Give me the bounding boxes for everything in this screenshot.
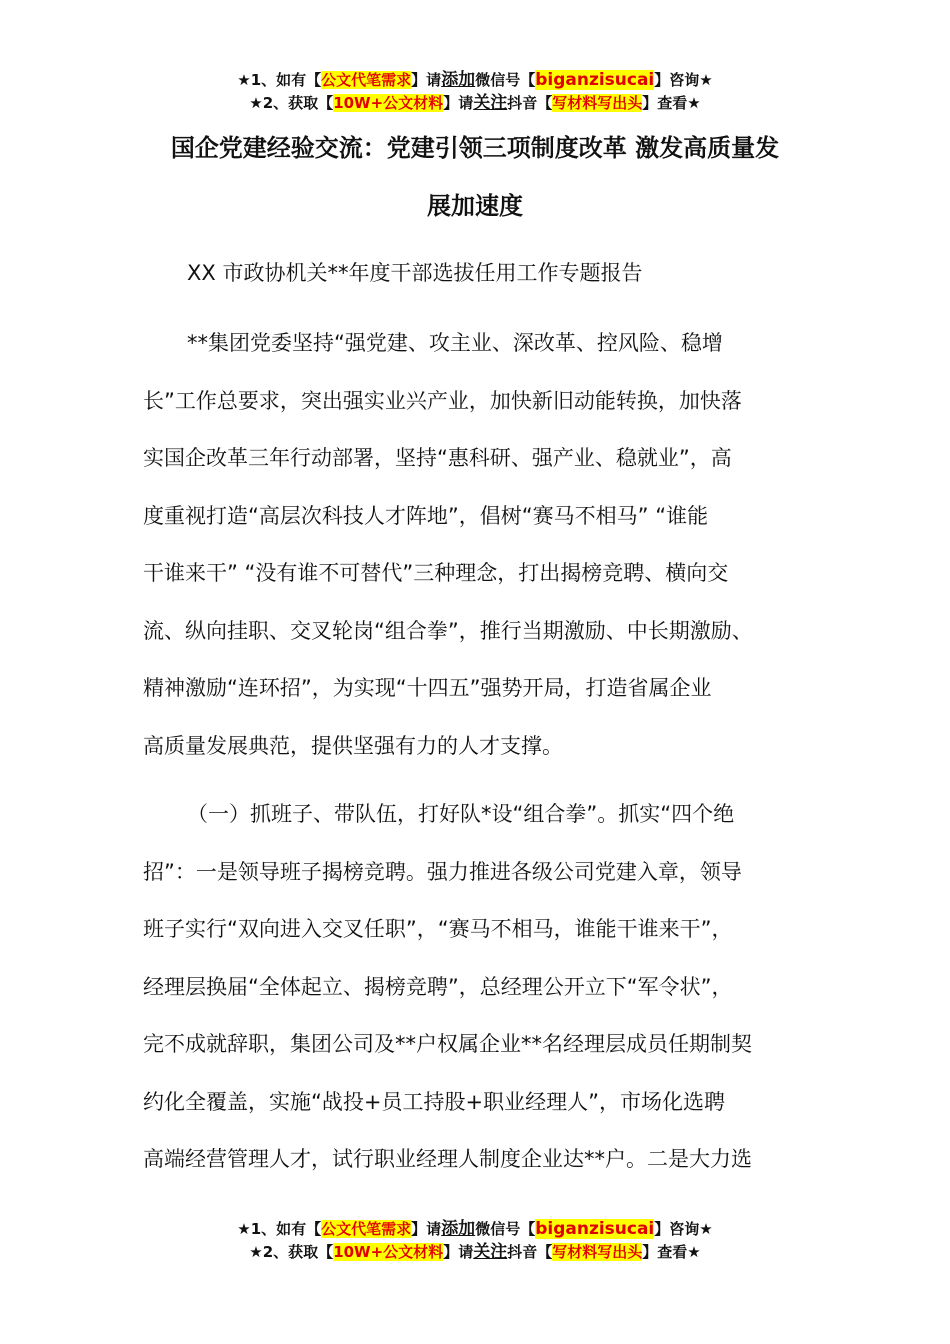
banner-highlight: 公文代笔需求 (321, 71, 412, 89)
paragraph-line: 约化全覆盖，实施“战投+员工持股+职业经理人”，市场化选聘 (143, 1089, 725, 1114)
banner-wechat-id: biganzisucai (535, 1219, 655, 1239)
banner-underlined: 添加 (441, 70, 476, 90)
banner-line-1 (0, 1218, 950, 1241)
banner-line-1 (0, 69, 950, 92)
banner-highlight: 10W+公文材料 (333, 1243, 444, 1261)
banner-line-2 (0, 1241, 950, 1264)
page-title-line-2: 展加速度 (427, 192, 523, 220)
top-banner (0, 69, 950, 115)
paragraph-line: 精神激励“连环招”，为实现“十四五”强势开局，打造省属企业 (143, 676, 712, 700)
banner-douyin-id: 写材料写出头 (552, 1243, 643, 1261)
subtitle (143, 245, 823, 303)
banner-text: ★1、如有【 (237, 1220, 322, 1238)
banner-text: ★2、获取【 (249, 1243, 334, 1261)
banner-text: 】查看★ (642, 94, 701, 112)
banner-text: 】请 (411, 1220, 442, 1238)
banner-text: 抖音【 (507, 94, 553, 112)
banner-text: ★2、获取【 (249, 94, 334, 112)
paragraph-line: **集团党委坚持“强党建、攻主业、深改革、控风险、稳增 (187, 331, 723, 355)
banner-highlight: 公文代笔需求 (321, 1220, 412, 1238)
paragraph-line: 完不成就辞职，集团公司及**户权属企业**名经理层成员任期制契 (143, 1032, 752, 1056)
banner-text: 】咨询★ (654, 1220, 713, 1238)
paragraph-line: （一）抓班子、带队伍，打好队*设“组合拳”。抓实“四个绝 (187, 802, 735, 826)
banner-wechat-id: biganzisucai (535, 70, 655, 90)
paragraph-2 (143, 786, 823, 1189)
banner-underlined: 关注 (473, 1242, 508, 1262)
banner-underlined: 添加 (441, 1219, 476, 1239)
paragraph-line: 干谁来干” “没有谁不可替代”三种理念，打出揭榜竞聘、横向交 (143, 561, 729, 585)
banner-text: 】咨询★ (654, 71, 713, 89)
paragraph-line: 经理层换届“全体起立、揭榜竞聘”，总经理公开立下“军令状”， (143, 974, 733, 999)
subtitle-text: XX 市政协机关**年度干部选拔任用工作专题报告 (187, 261, 643, 285)
paragraph-line: 班子实行“双向进入交叉任职”，“赛马不相马，谁能干谁来干”， (143, 917, 733, 941)
paragraph-line: 流、纵向挂职、交叉轮岗“组合拳”，推行当期激励、中长期激励、 (143, 618, 753, 643)
paragraph-line: 实国企改革三年行动部署，坚持“惠科研、强产业、稳就业”，高 (143, 446, 732, 470)
banner-text: 】查看★ (642, 1243, 701, 1261)
paragraph-line: 高端经营管理人才，试行职业经理人制度企业达**户。二是大力选 (143, 1147, 752, 1171)
banner-underlined: 关注 (473, 93, 508, 113)
paragraph-line: 度重视打造“高层次科技人才阵地”，倡树“赛马不相马” “谁能 (143, 503, 709, 528)
page-title-line-1: 国企党建经验交流：党建引领三项制度改革 激发高质量发 (170, 134, 780, 162)
banner-text: 】请 (411, 71, 442, 89)
banner-line-2 (0, 92, 950, 115)
bottom-banner (0, 1218, 950, 1264)
banner-text: 】请 (443, 1243, 474, 1261)
banner-text: ★1、如有【 (237, 71, 322, 89)
banner-text: 】请 (443, 94, 474, 112)
paragraph-line: 招”：一是领导班子揭榜竞聘。强力推进各级公司党建入章，领导 (143, 859, 742, 884)
banner-text: 微信号【 (475, 1220, 536, 1238)
banner-text: 微信号【 (475, 71, 536, 89)
banner-text: 抖音【 (507, 1243, 553, 1261)
paragraph-line: 高质量发展典范，提供坚强有力的人才支撑。 (143, 733, 563, 758)
banner-douyin-id: 写材料写出头 (552, 94, 643, 112)
paragraph-line: 长”工作总要求，突出强实业兴产业，加快新旧动能转换，加快落 (143, 388, 742, 413)
paragraph-1 (143, 315, 823, 775)
banner-highlight: 10W+公文材料 (333, 94, 444, 112)
